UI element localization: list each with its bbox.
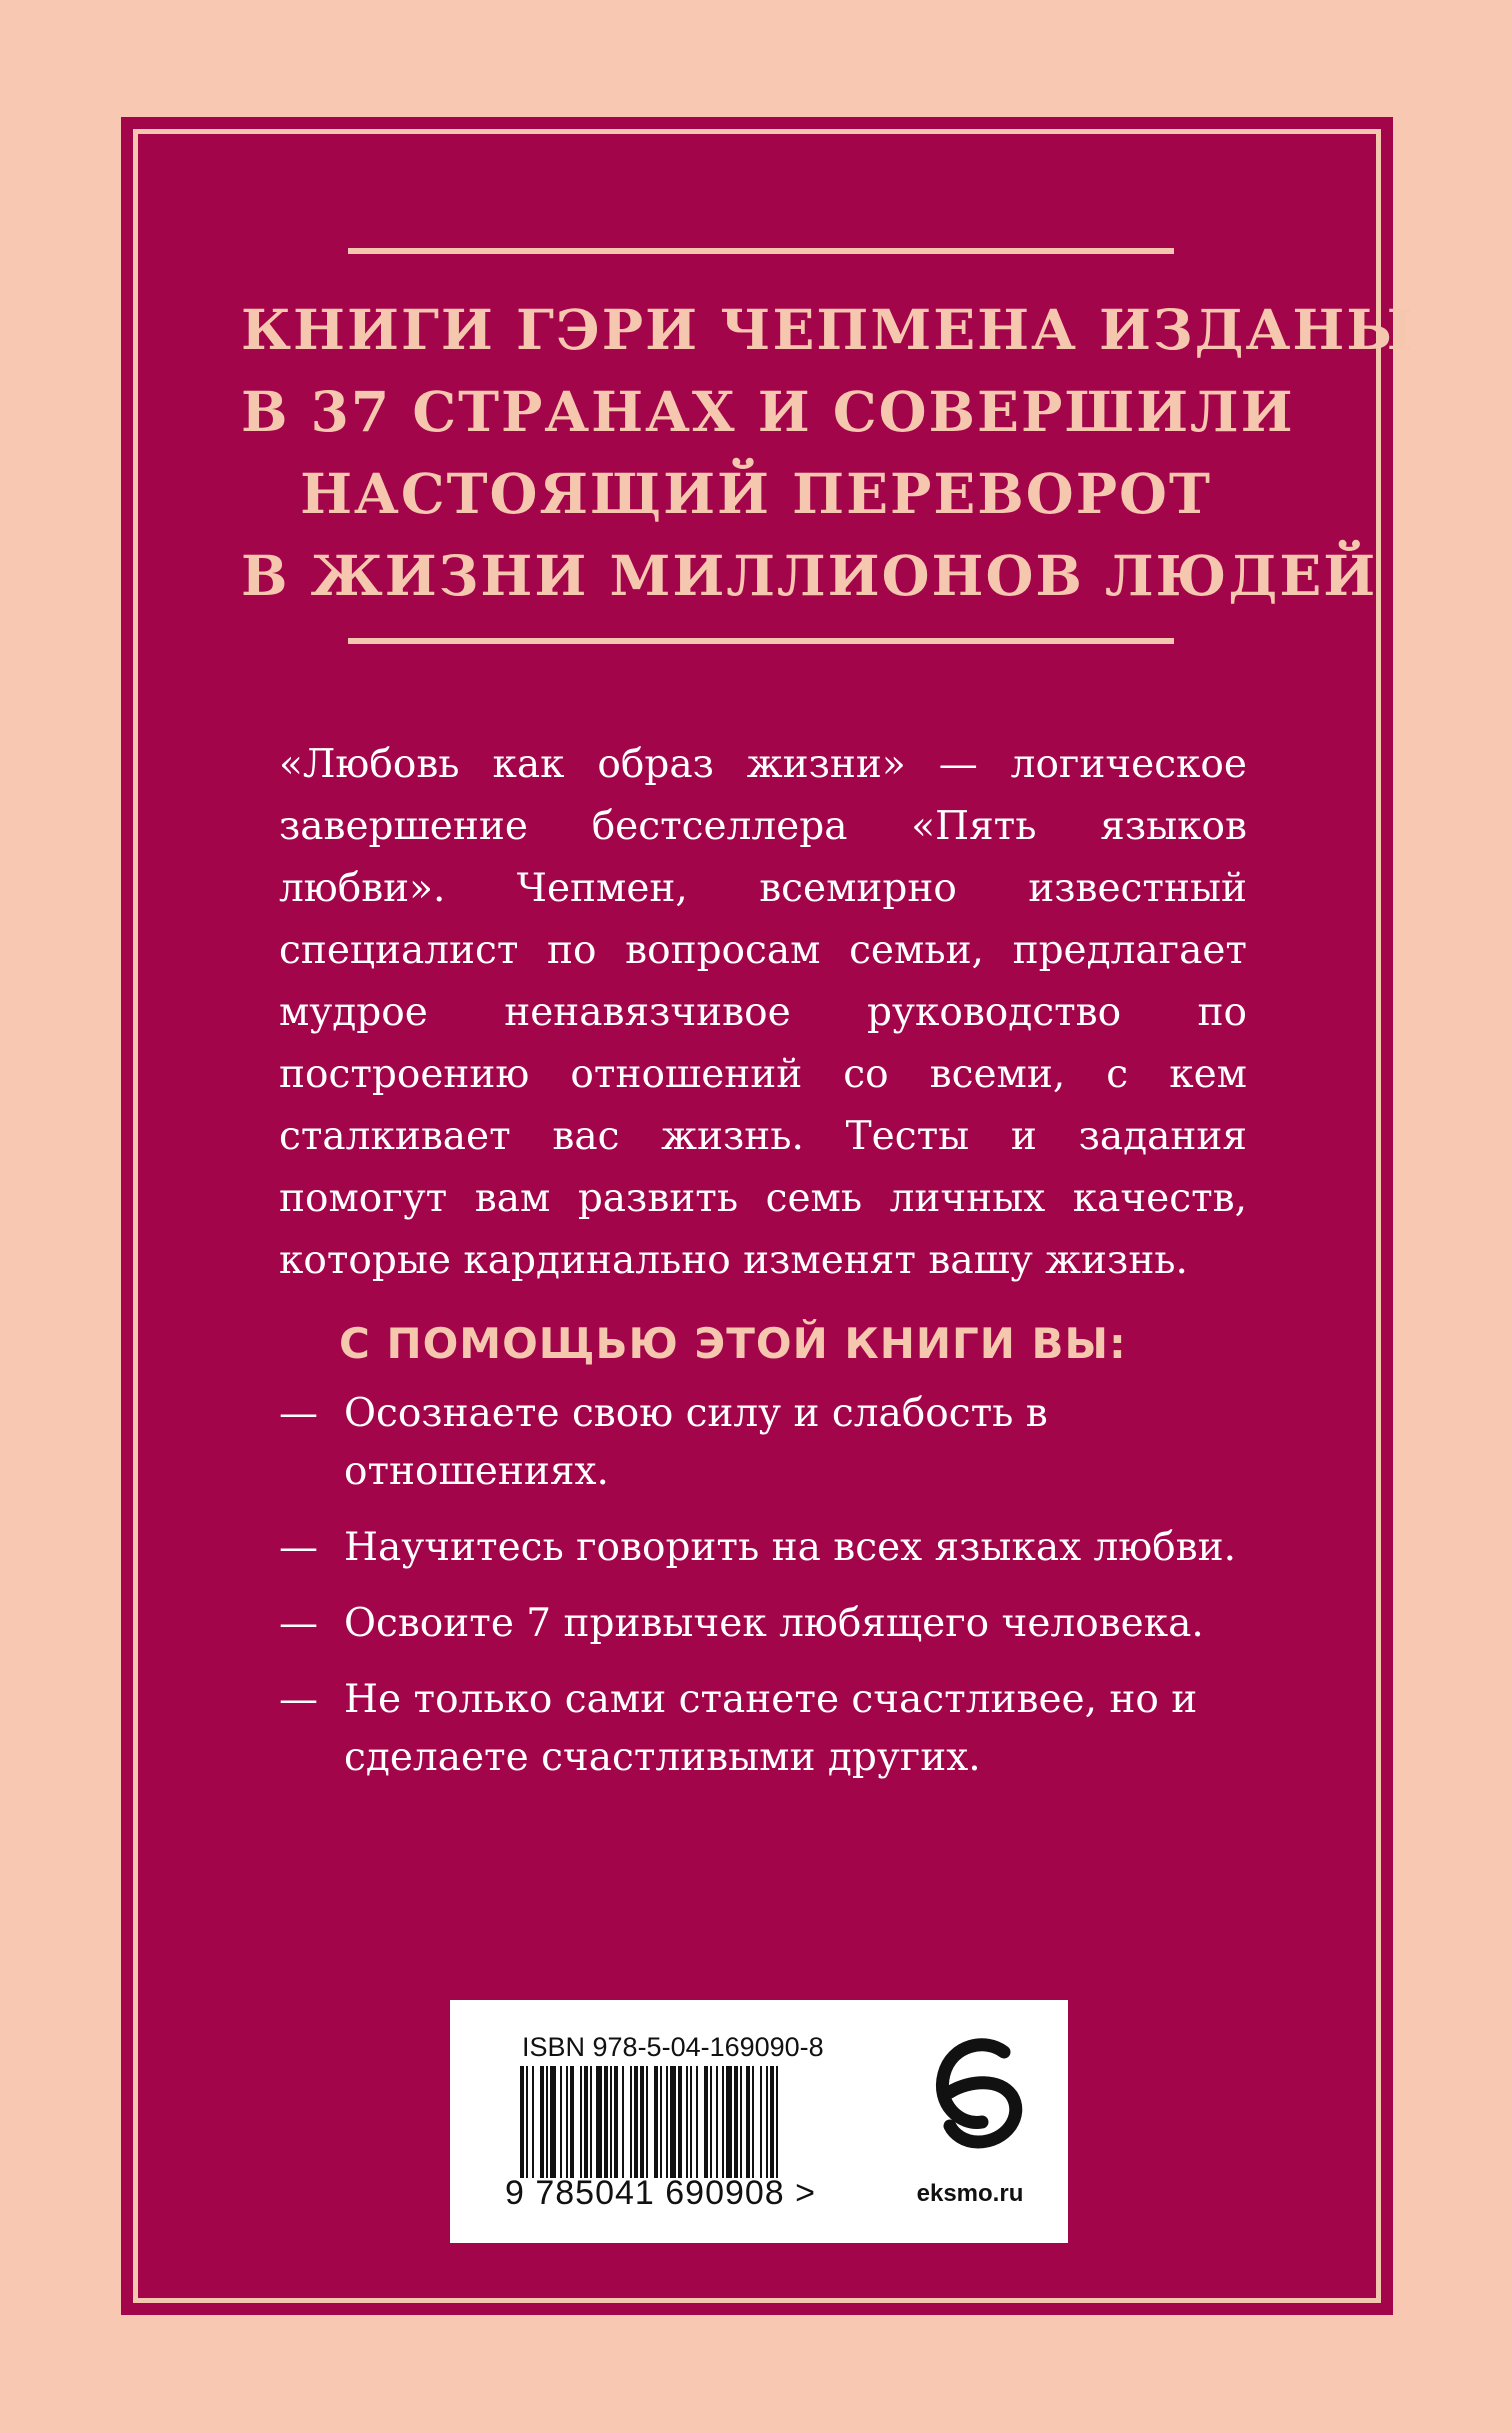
headline-bottom-rule [348,638,1174,644]
barcode-bar [704,2066,708,2178]
barcode-bar [614,2066,618,2178]
benefit-text: Осознаете свою силу и слабость в отношениях. [344,1391,1048,1494]
benefits-title: С ПОМОЩЬЮ ЭТОЙ КНИГИ ВЫ: [339,1319,1127,1368]
barcode-bar [670,2066,676,2178]
barcode-bar [678,2066,682,2178]
barcode-digits: 9 785041 690908 > [505,2174,817,2212]
barcode-bar [560,2066,562,2178]
barcode-bar [696,2066,698,2178]
barcode-bar [716,2066,718,2178]
benefit-item [279,1671,1259,1787]
barcode-bar [686,2066,688,2178]
headline-line: В ЖИЗНИ МИЛЛИОНОВ ЛЮДЕЙ [241,543,1378,608]
barcode-image [520,2066,860,2178]
headline-top-rule [348,248,1174,254]
book-back-cover [121,117,1415,2315]
dash-bullet: — [279,1525,318,1570]
barcode-bar [546,2066,548,2178]
barcode-bar [766,2066,768,2178]
barcode-bar [550,2066,556,2178]
book-description: «Любовь как образ жизни» — логическое завершение бестселлера «Пять языков любви». Чепмен, всемирно известный специалист по вопросам семьи, предлагает мудрое ненавязчивое руководство по построению отношений со всеми, с кем сталкивает вас жизнь. Тесты и задания помогут вам развить семь личных качеств, которые кардинально изменят вашу жизнь. [279,742,1247,1283]
benefit-item [279,1385,1259,1501]
barcode-bar [630,2066,632,2178]
barcode-bar [654,2066,658,2178]
headline-line: НАСТОЯЩИЙ ПЕРЕВОРОТ [300,461,1212,526]
benefit-text: Освоите 7 привычек любящего человека. [344,1601,1204,1646]
barcode-bar [722,2066,724,2178]
benefit-text: Научитесь говорить на всех языках любви. [344,1525,1237,1570]
barcode-bar [666,2066,668,2178]
benefits-list [279,1385,1259,1805]
barcode-bar [580,2066,582,2178]
barcode-bar [570,2066,574,2178]
barcode-bar [604,2066,608,2178]
barcode-bar [710,2066,712,2178]
barcode-bar [660,2066,662,2178]
barcode-panel [450,2000,1068,2243]
benefit-item [279,1595,1259,1653]
barcode-bar [726,2066,732,2178]
publisher-url: eksmo.ru [916,2180,1024,2207]
barcode-bar [532,2066,534,2178]
dash-bullet: — [279,1677,318,1722]
barcode-bar [566,2066,568,2178]
headline [241,289,1415,617]
barcode-bar [540,2066,544,2178]
barcode-bar [590,2066,592,2178]
barcode-bar [746,2066,750,2178]
barcode-bar [640,2066,644,2178]
barcode-bar [646,2066,648,2178]
barcode-bar [776,2066,778,2178]
barcode-bar [584,2066,588,2178]
barcode-bar [520,2066,524,2178]
barcode-bar [740,2066,742,2178]
barcode-bar [596,2066,602,2178]
barcode-bar [752,2066,754,2178]
barcode-bar [610,2066,612,2178]
headline-line: В 37 СТРАНАХ И СОВЕРШИЛИ [241,379,1295,444]
barcode-bar [760,2066,762,2178]
isbn-label: ISBN 978-5-04-169090-8 [522,2032,824,2062]
barcode-bar [526,2066,528,2178]
barcode-bar [690,2066,692,2178]
headline-line: КНИГИ ГЭРИ ЧЕПМЕНА ИЗДАНЫ [241,297,1415,362]
barcode-bar [634,2066,638,2178]
barcode-bar [770,2066,774,2178]
dash-bullet: — [279,1601,318,1646]
eksmo-logo-icon [930,2030,1030,2170]
benefit-text: Не только сами станете счастливее, но и сделаете счастливыми других. [344,1677,1198,1780]
barcode-bar [622,2066,624,2178]
barcode-bar [734,2066,738,2178]
benefit-item [279,1519,1259,1577]
dash-bullet: — [279,1391,318,1436]
